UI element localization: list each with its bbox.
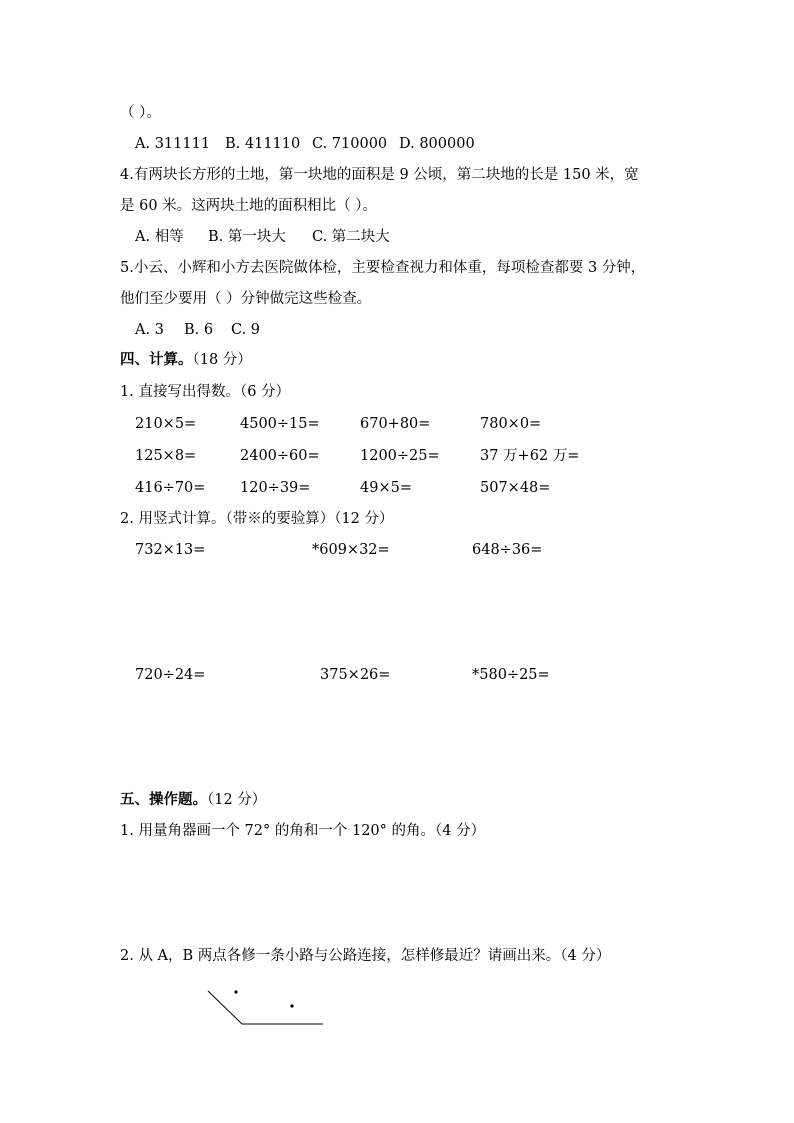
road-diagram: [200, 985, 330, 1030]
oral-item: 4500÷15=: [240, 416, 320, 432]
section4-title: 四、计算。: [120, 351, 193, 368]
vertical-item: 732×13=: [135, 542, 206, 558]
oral-item: 670+80=: [360, 416, 431, 432]
section5-q1: 1. 用量角器画一个 72° 的角和一个 120° 的角。（4 分）: [120, 823, 486, 839]
road-slant-segment: [208, 991, 242, 1024]
q4-option-a: A. 相等: [135, 229, 184, 245]
point-a: [234, 990, 237, 993]
q3-option-c: C. 710000: [312, 136, 388, 152]
section4-heading: [120, 350, 252, 370]
q4-option-b: B. 第一块大: [208, 229, 286, 245]
q5-option-c: C. 9: [231, 322, 261, 338]
oral-item: 416÷70=: [135, 480, 206, 496]
section5-q2: 2. 从 A，B 两点各修一条小路与公路连接，怎样修最近？请画出来。（4 分）: [120, 948, 611, 964]
oral-item: 210×5=: [135, 416, 197, 432]
q3-option-a: A. 311111: [135, 136, 211, 152]
section4-sub1: 1. 直接写出得数。（6 分）: [120, 384, 291, 400]
q5-option-b: B. 6: [184, 322, 214, 338]
section4-sub2: 2. 用竖式计算。（带※的要验算）（12 分）: [120, 511, 394, 527]
q5-option-a: A. 3: [135, 322, 164, 338]
q3-tail: （ ）。: [120, 105, 161, 121]
oral-item: 507×48=: [480, 480, 551, 496]
section5-heading: [120, 790, 266, 810]
q4-option-c: C. 第二块大: [312, 229, 390, 245]
section5-score: （12 分）: [207, 792, 267, 808]
vertical-item: *609×32=: [312, 542, 390, 558]
vertical-item: 720÷24=: [135, 667, 206, 683]
section5-title: 五、操作题。: [120, 791, 207, 808]
q4-line2: 是 60 米。这两块土地的面积相比（ ）。: [120, 198, 378, 214]
vertical-item: 375×26=: [320, 667, 391, 683]
oral-item: 120÷39=: [240, 480, 311, 496]
q5-line1: 5.小云、小辉和小方去医院做体检，主要检查视力和体重，每项检查都要 3 分钟，: [120, 260, 646, 276]
q3-option-d: D. 800000: [399, 136, 475, 152]
point-b: [290, 1004, 293, 1007]
q4-line1: 4.有两块长方形的土地，第一块地的面积是 9 公顷，第二块地的长是 150 米，宽: [120, 167, 639, 183]
oral-item: 49×5=: [360, 480, 412, 496]
oral-item: 780×0=: [480, 416, 542, 432]
oral-item: 1200÷25=: [360, 448, 440, 464]
oral-item: 37 万+62 万=: [480, 448, 580, 464]
q3-option-b: B. 411110: [225, 136, 301, 152]
oral-item: 125×8=: [135, 448, 197, 464]
vertical-item: *580÷25=: [472, 667, 550, 683]
section4-score: （18 分）: [192, 352, 252, 368]
vertical-item: 648÷36=: [472, 542, 543, 558]
q5-line2: 他们至少要用（ ）分钟做完这些检查。: [120, 291, 372, 307]
oral-item: 2400÷60=: [240, 448, 320, 464]
